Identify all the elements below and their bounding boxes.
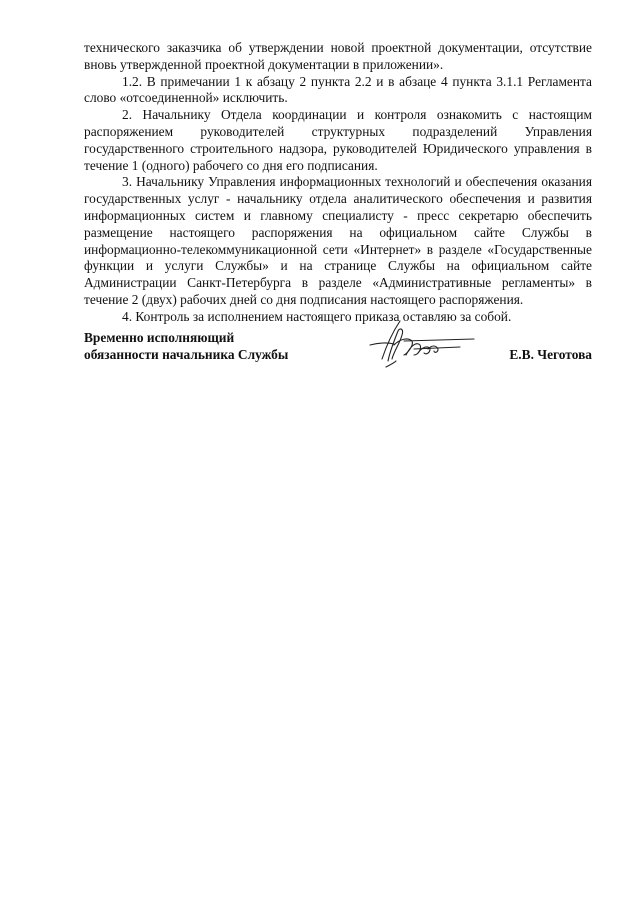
signatory-name: Е.В. Чеготова [509, 347, 592, 362]
paragraph-1-2: 1.2. В примечании 1 к абзацу 2 пункта 2.2 и в абзаце 4 пункта 3.1.1 Регламента слово «отсоединенной» исключить. [84, 73, 592, 106]
signatory-title [84, 330, 324, 364]
paragraph-continuation: технического заказчика об утверждении новой проектной документации, отсутствие вновь утвержденной проектной документации в приложении». [84, 40, 592, 72]
signatory-title-line2: обязанности начальника Службы [84, 346, 289, 362]
paragraph-3: 3. Начальнику Управления информационных технологий и обеспечения оказания государственных услуг - начальнику отдела аналитического обеспечения и развития информационных систем и главному специалисту - пресс секретарю обеспечить размещение настоящего распоряжения на официальном сайте Службы в информационно-телекоммуникационной сети «Интернет» в разделе «Государственные функции и услуги Службы» и на странице Службы на официальном сайте Администрации Санкт-Петербурга в разделе «Административные регламенты» в течение 2 (двух) рабочих дней со дня подписания настоящего распоряжения. [84, 174, 592, 307]
paragraph-2: 2. Начальнику Отдела координации и контроля ознакомить с настоящим распоряжением руководителей структурных подразделений Управления государственного строительного надзора, руководителей Юридического управления в течение 1 (одного) рабочего со дня его подписания. [84, 107, 592, 173]
signatory-title-line1: Временно исполняющий [84, 330, 235, 345]
paragraph-4: 4. Контроль за исполнением настоящего приказа оставляю за собой. [122, 308, 512, 324]
signature-block [84, 330, 592, 380]
document-body [84, 40, 592, 326]
handwritten-signature-icon [364, 315, 484, 375]
